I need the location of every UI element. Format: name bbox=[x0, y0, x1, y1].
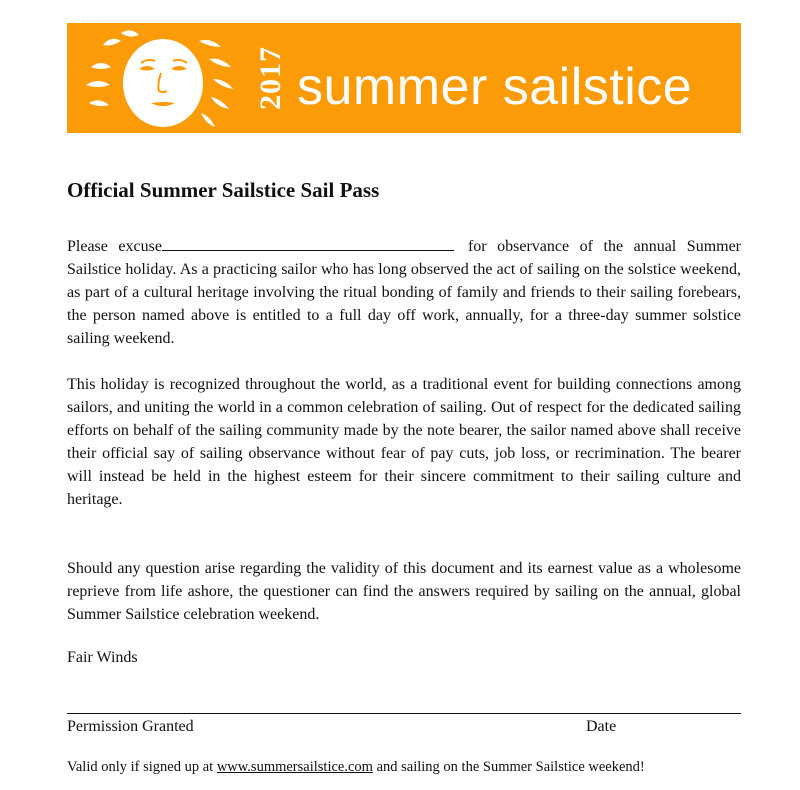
sun-face-icon bbox=[81, 27, 241, 129]
footer-note bbox=[67, 759, 645, 776]
paragraph-excuse-rest: for observance of the annual Summer Sailstice holiday. As a practicing sailor who has long observed the act of sailing on the solstice weekend, as part of a cultural heritage involving the ritual bonding of family and friends to their sailing forebears, the person named above is entitled to a full day off work, annually, for a three-day summer solstice sailing weekend. bbox=[67, 238, 742, 347]
paragraph-excuse-start: Please excuse bbox=[67, 238, 162, 255]
footer-text-before: Valid only if signed up at bbox=[67, 759, 214, 775]
brand-wordmark: summer sailstice bbox=[297, 58, 693, 116]
header-banner bbox=[67, 23, 741, 133]
footer-text-after: and sailing on the Summer Sailstice weekend! bbox=[376, 759, 645, 775]
permission-granted-label: Permission Granted bbox=[67, 718, 194, 735]
closing-text: Fair Winds bbox=[67, 649, 138, 666]
name-blank-line bbox=[162, 235, 454, 251]
paragraph-holiday: This holiday is recognized throughout the world, as a traditional event for building connections among sailors, and uniting the world in a common celebration of sailing. Out of respect for the dedicated sailing efforts on behalf of the sailing community made by the note bearer, the sailor named above shall receive their official say of sailing observance without fear of pay cuts, job loss, or recrimination. The bearer will instead be held in the highest esteem for their sincere commitment to their sailing culture and heritage. bbox=[67, 376, 741, 508]
paragraph-excuse bbox=[67, 235, 741, 350]
document-title: Official Summer Sailstice Sail Pass bbox=[67, 178, 380, 202]
year-label: 2017 bbox=[254, 46, 287, 110]
website-link[interactable]: www.summersailstice.com bbox=[216, 759, 373, 775]
date-label: Date bbox=[586, 718, 617, 735]
signature-line bbox=[67, 713, 741, 714]
paragraph-validity: Should any question arise regarding the validity of this document and its earnest value as a wholesome reprieve from life ashore, the questioner can find the answers required by sailing on the annual, global Summer Sailstice celebration weekend. bbox=[67, 560, 741, 623]
